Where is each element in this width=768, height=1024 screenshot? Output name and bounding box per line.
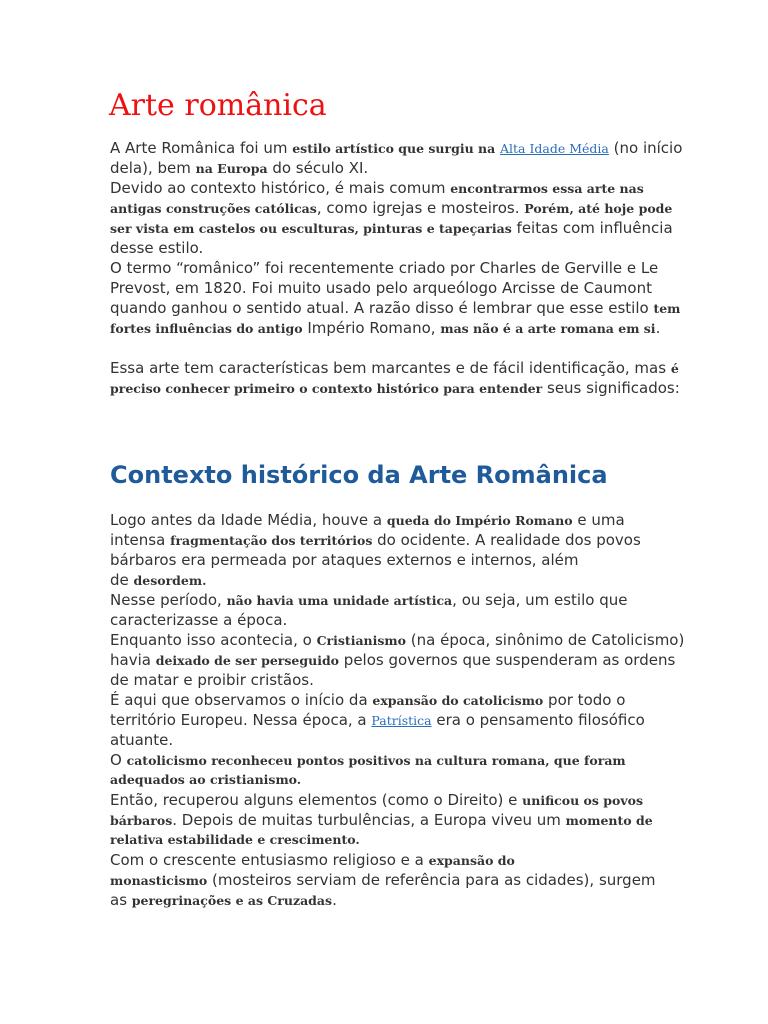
text: Então, recuperou alguns elementos (como o Direito) e [110,791,523,809]
bold-text: mas não é a arte romana em si [440,321,656,336]
text: intensa [110,531,171,549]
bold-text: ser vista em castelos ou esculturas, pinturas e tapeçarias [110,221,512,236]
text: Com o crescente entusiasmo religioso e a [110,851,429,869]
text: (na época, sinônimo de Catolicismo) [406,631,685,649]
bold-text: Porém, até hoje pode [524,201,673,216]
text-line [110,530,670,550]
text: por todo o [543,691,626,709]
bold-text: . [202,573,207,588]
bold-text: na Europa [195,161,268,176]
link-patristica[interactable]: Patrística [371,713,432,728]
text: Essa arte tem características bem marcantes e de fácil identificação, mas [110,359,671,377]
text-line [110,890,670,910]
bold-text: deixado de ser perseguido [155,653,340,668]
text: Nesse período, [110,591,227,609]
text-line: atuante. [110,731,174,749]
text: havia [110,651,156,669]
text-line: caracterizasse a época. [110,611,288,629]
bold-text: queda do Império Romano [386,513,573,528]
page-title: Arte românica [109,88,327,123]
text: do século XI. [267,159,369,177]
text: , ou seja, um estilo que [452,591,628,609]
text-line [110,198,673,218]
section-heading: Contexto histórico da Arte Românica [110,461,608,489]
bold-text: momento de [565,813,653,828]
text-line [110,750,670,770]
text: . [655,319,661,337]
text: . [332,891,337,909]
text: dela), bem [110,159,196,177]
text: . Depois de muitas turbulências, a Europa viveu um [172,811,566,829]
bold-text: desordem [133,573,203,588]
text: A Arte Românica foi um [110,139,293,157]
bold-text: Cristianismo [316,633,406,648]
text-line: adequados ao cristianismo. [110,772,302,787]
text: quando ganhou o sentido atual. A razão disso é lembrar que esse estilo [110,299,654,317]
context-paragraph [110,510,685,910]
intro-paragraph [110,138,683,338]
text: feitas com influência [511,219,673,237]
bold-text: fragmentação dos territórios [170,533,373,548]
text-line [110,318,670,338]
text: Logo antes da Idade Média, houve a [110,511,387,529]
text-line [110,378,680,398]
bold-text: fortes influências do antigo [110,321,303,336]
bold-text: encontrarmos essa arte nas [450,181,644,196]
text-line [110,298,681,318]
text-line: desse estilo. [110,239,204,257]
text: e uma [572,511,625,529]
text-line [110,690,670,710]
text-line [110,218,673,238]
text-line [110,590,670,610]
text-line [110,790,670,810]
text-line [110,710,670,730]
bold-text: estilo artístico que surgiu na [292,141,496,156]
text: Império Romano, [302,319,441,337]
text: (mosteiros serviam de referência para as cidades), surgem [207,871,656,889]
text: (no início [608,139,683,157]
text-line: bárbaros era permeada por ataques externos e internos, além [110,551,579,569]
second-paragraph [110,358,680,398]
text: seus significados: [542,379,680,397]
text-line [110,178,670,198]
text-line [110,358,679,378]
text-line [110,630,685,650]
text: Devido ao contexto histórico, é mais comum [110,179,451,197]
bold-text: é [670,361,679,376]
bold-text: não havia uma unidade artística [226,593,453,608]
text-line [110,158,670,178]
bold-text: expansão do catolicismo [372,693,544,708]
bold-text: tem [653,301,681,316]
text-line [110,810,670,830]
text: as [110,891,132,909]
text: É aqui que observamos o início da [110,691,373,709]
bold-text: peregrinações e as Cruzadas [131,893,333,908]
bold-text: bárbaros [110,813,173,828]
text-line: de matar e proibir cristãos. [110,671,314,689]
text: era o pensamento filosófico [431,711,645,729]
text-line [110,870,670,890]
bold-text: catolicismo reconheceu pontos positivos na cultura romana, que foram [126,753,626,768]
text: território Europeu. Nessa época, a [110,711,372,729]
text: , como igrejas e mosteiros. [316,199,525,217]
text: de [110,571,134,589]
bold-text: monasticismo [110,873,208,888]
text-line [110,850,670,870]
text-line [110,650,676,670]
link-alta-idade-media[interactable]: Alta Idade Média [500,141,609,156]
bold-text: unificou os povos [522,793,643,808]
bold-text: preciso conhecer primeiro o contexto histórico para entender [110,381,543,396]
text: do ocidente. A realidade dos povos [372,531,641,549]
text-line: O termo “românico” foi recentemente criado por Charles de Gerville e Le [110,259,659,277]
text: O [110,751,127,769]
bold-text: expansão do [428,853,515,868]
text: Enquanto isso acontecia, o [110,631,317,649]
bold-text: antigas construções católicas [110,201,317,216]
text-line [110,510,670,530]
text: pelos governos que suspenderam as ordens [339,651,676,669]
text-line: relativa estabilidade e crescimento. [110,832,360,847]
text-line [110,570,670,590]
text-line: Prevost, em 1820. Foi muito usado pelo arqueólogo Arcisse de Caumont [110,279,652,297]
text-line [110,138,683,158]
